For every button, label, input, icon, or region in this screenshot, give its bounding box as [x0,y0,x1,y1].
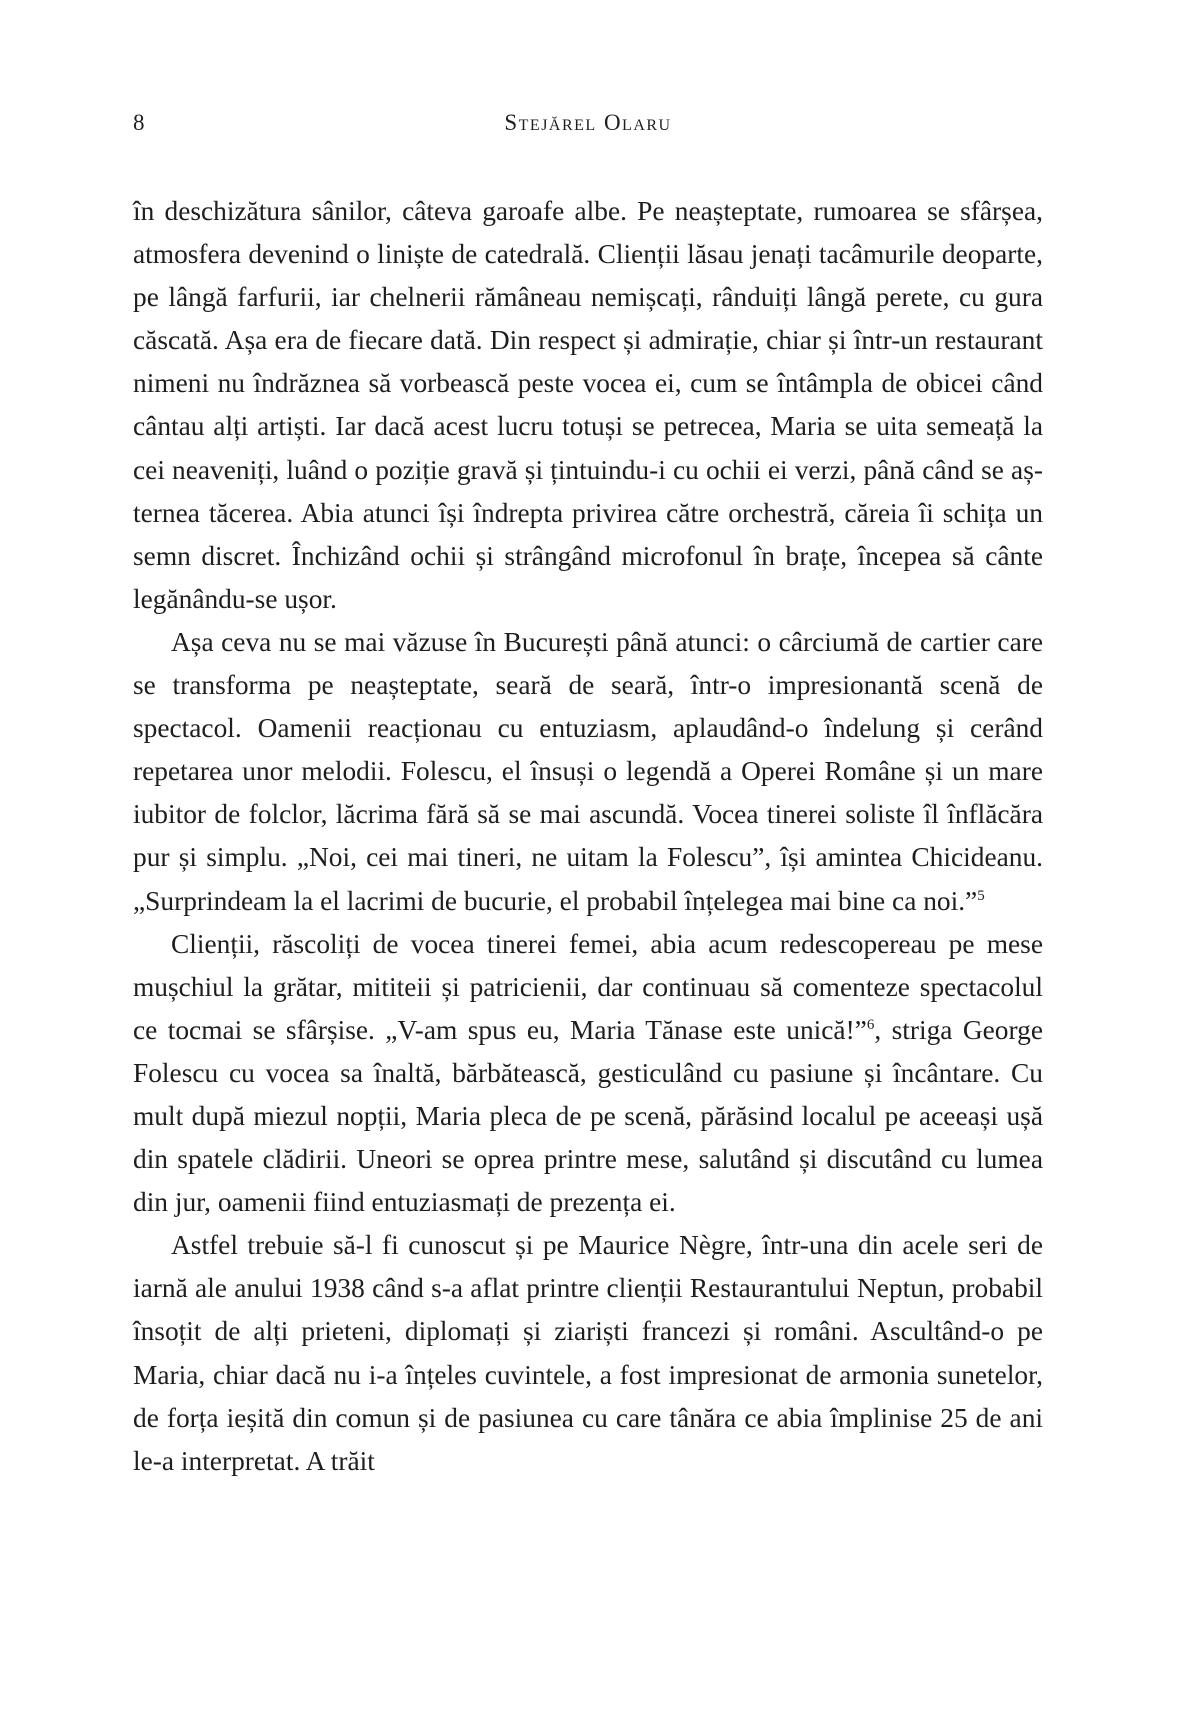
paragraph-2-text: Așa ceva nu se mai văzuse în București până atunci: o cârciumă de cartier care se transforma pe neașteptate, seară de seară, într-o impresionantă scenă de spectacol. Oamenii reacționau cu entuziasm, aplaudând-o îndelung și cerând repetarea unor melodii. Folescu, el însuși o legendă a Operei Române și un mare iubitor de folclor, lăcrima fără să se mai ascundă. Vocea tinerei soliste îl înflăcăra pur și simplu. „Noi, cei mai tineri, ne uitam la Folescu”, își amintea Chicideanu. „Surprindeam la el lacrimi de bucurie, el probabil înțelegea mai bine ca noi.” [133,626,1043,916]
footnote-ref-6[interactable]: 6 [866,1016,875,1033]
paragraph-1 [133,190,1043,621]
paragraph-4-text: Astfel trebuie să-l fi cunoscut și pe Maurice Nègre, într-una din acele seri de iarnă ale anului 1938 când s-a aflat printre clienții Restaurantului Neptun, probabil însoțit de alți prieteni, diplomați și ziariști francezi și români. Ascultând-o pe Maria, chiar dacă nu i-a înțeles cuvintele, a fost impresionat de armonia sunetelor, de forța ieșită din comun și de pasiunea cu care tânăra ce abia împlinise 25 de ani le-a interpretat. A trăit [133,1230,1043,1476]
footnote-ref-5[interactable]: 5 [977,887,985,904]
paragraph-3-text-b: , striga George Folescu cu vocea sa înaltă, bărbătească, gesticulând cu pasiune și încântare. Cu mult după miezul nopții, Maria pleca de pe scenă, părăsind localul pe aceeași ușă din spatele clădirii. Uneori se oprea printre mese, salutând și discutând cu lumea din jur, oamenii fiind entuziasmați de prezența ei. [133,1014,1043,1218]
paragraph-4 [133,1224,1043,1483]
running-title: Stejărel Olaru [504,110,672,135]
paragraph-1-text: în deschizătura sânilor, câteva garoafe albe. Pe neașteptate, rumoarea se sfârșea, atmosfera devenind o liniște de catedrală. Clienții lăsau jenați tacâmurile deoparte, pe lângă farfurii, iar chelnerii rămâneau nemișcați, rânduiți lângă perete, cu gura căscată. Așa era de fiecare dată. Din respect și admirație, chiar și într-un restaurant nimeni nu îndrăznea să vorbească peste vocea ei, cum se întâmpla de obicei când cântau alți artiști. Iar dacă acest lucru totuși se petrecea, Maria se uita semeață la cei neaveniți, luând o poziție gravă și țintuindu-i cu ochii ei verzi, până când se așternea tăcerea. Abia atunci își îndrepta privirea către orchestră, căreia îi schița un semn discret. Închizând ochii și strângând microfonul în brațe, începea să cânte legănându-se ușor. [133,196,1043,614]
page-number: 8 [133,110,145,135]
running-head [133,110,1043,146]
body-text [133,190,1043,1483]
paragraph-2 [133,621,1043,923]
paragraph-3 [133,923,1043,1225]
paragraph-3-text-a: Clienții, răscoliți de vocea tinerei femei, abia acum redescopereau pe mese mușchiul la grătar, mititeii și patricienii, dar continuau să comenteze spectacolul ce tocmai se sfârșise. „V-am spus eu, Maria Tănase este unică!” [133,928,1043,1045]
